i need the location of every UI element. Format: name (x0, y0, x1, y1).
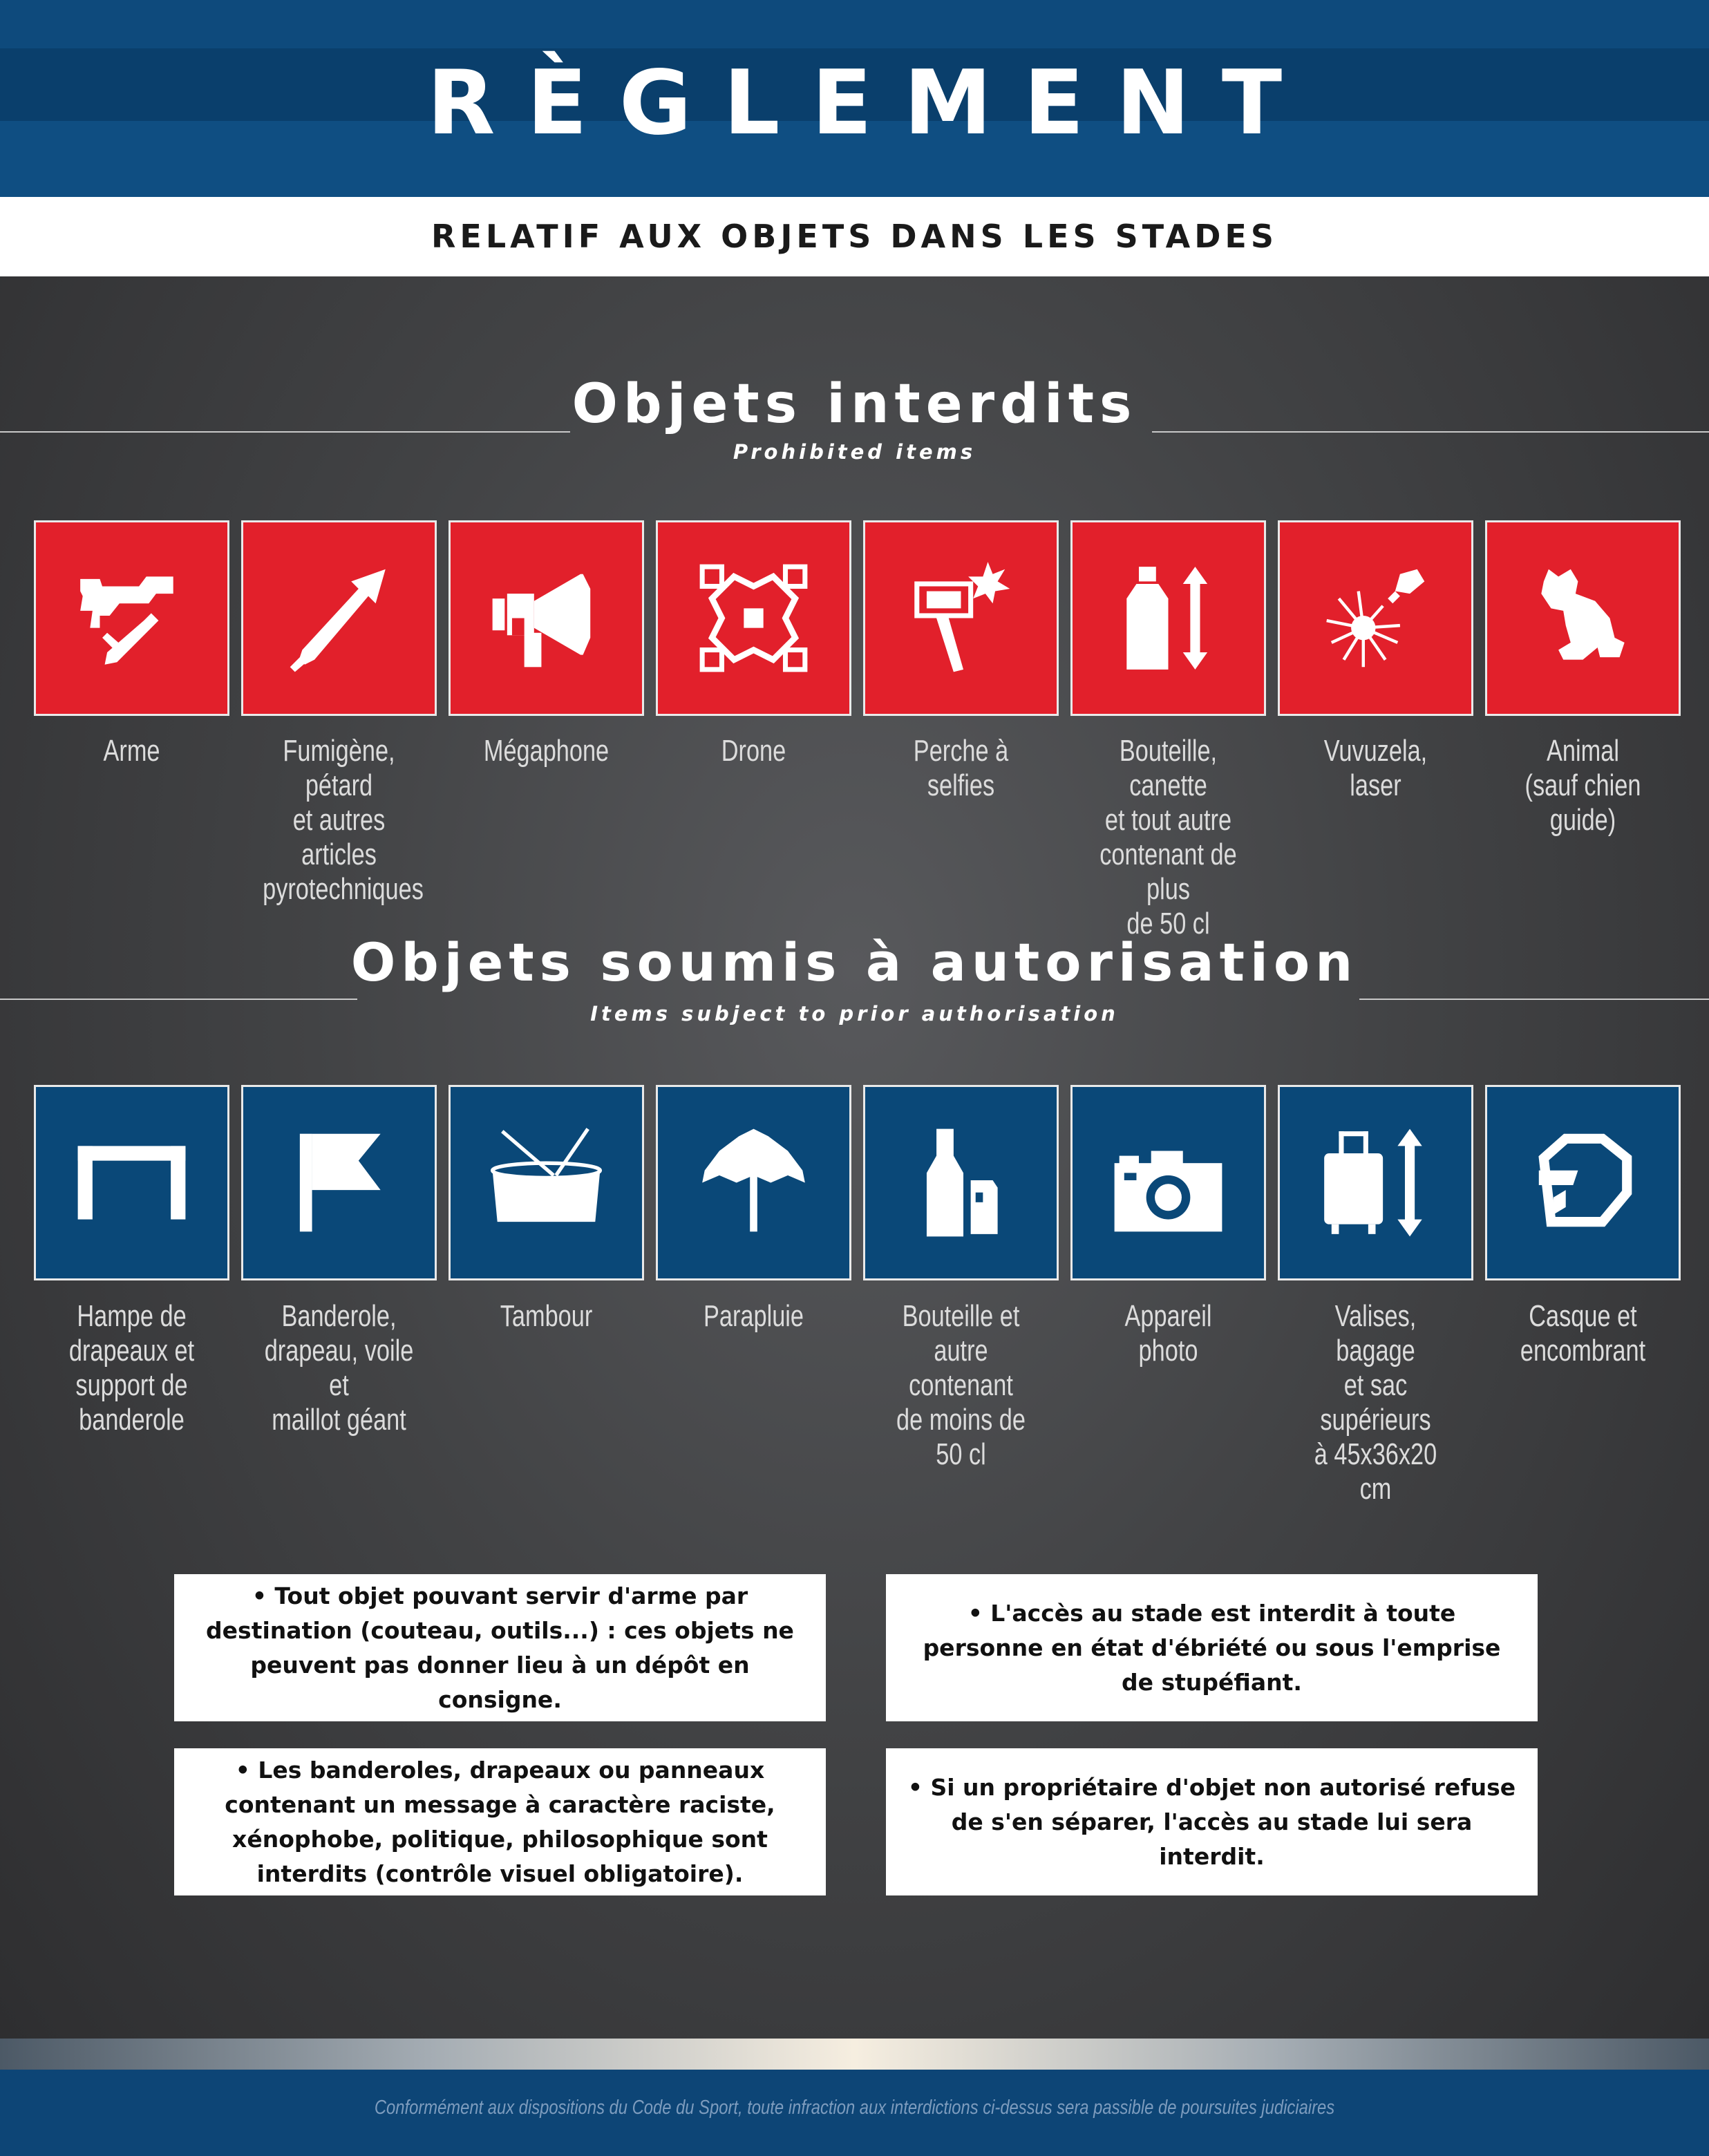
prohibited-title: Objets interdits (572, 373, 1137, 435)
tile-drone (656, 520, 851, 716)
prohibited-subtitle: Prohibited items (733, 440, 976, 464)
note-intoxication: • L'accès au stade est interdit à toute personne en état d'ébriété ou sous l'emprise de stupéfiant. (886, 1574, 1538, 1721)
label-megaphone: Mégaphone (483, 734, 610, 768)
authorised-subtitle: Items subject to prior authorisation (590, 1002, 1119, 1025)
page-subtitle: RELATIF AUX OBJETS DANS LES STADES (431, 218, 1278, 255)
label-flag: Banderole, drapeau, voile et maillot géant (264, 1299, 414, 1437)
banner-stand-icon (70, 1122, 193, 1244)
tile-animal (1485, 520, 1681, 716)
tile-flag (241, 1085, 437, 1280)
label-drum: Tambour (500, 1299, 593, 1333)
tile-selfie-stick (863, 520, 1059, 716)
label-banner-stand: Hampe de drapeaux et support de banderole (68, 1299, 195, 1437)
flag-icon (278, 1122, 400, 1244)
tile-helmet (1485, 1085, 1681, 1280)
label-suitcase: Valises, bagage et sac supérieurs à 45x36x20 cm (1314, 1299, 1437, 1506)
label-umbrella: Parapluie (703, 1299, 804, 1333)
tile-banner-stand (34, 1085, 229, 1280)
tile-drum (449, 1085, 644, 1280)
helmet-icon (1522, 1122, 1644, 1244)
tile-suitcase (1278, 1085, 1473, 1280)
tile-flare (241, 520, 437, 716)
label-camera: Appareil photo (1124, 1299, 1212, 1368)
tile-megaphone (449, 520, 644, 716)
bottle-small-icon (900, 1122, 1022, 1244)
note-weapon-by-destination: • Tout objet pouvant servir d'arme par destination (couteau, outils...) : ces objets ne peuvent pas donner lieu à un dépôt en consigne. (174, 1574, 826, 1721)
note-banners-messages: • Les banderoles, drapeaux ou panneaux contenant un message à caractère raciste, xénophobe, politique, philosophique sont interdits (contrôle visuel obligatoire). (174, 1748, 826, 1895)
weapon-icon (70, 557, 193, 679)
label-laser: Vuvuzela, laser (1323, 734, 1428, 802)
label-bottle-large: Bouteille, canette et tout autre contenant de plus de 50 cl (1099, 734, 1237, 940)
megaphone-icon (485, 557, 607, 679)
tile-laser (1278, 520, 1473, 716)
page-title: RÈGLEMENT (426, 52, 1314, 155)
authorised-title: Objets soumis à autorisation (350, 932, 1359, 993)
label-weapon: Arme (103, 734, 160, 768)
suitcase-icon (1314, 1122, 1437, 1244)
umbrella-icon (692, 1122, 815, 1244)
label-bottle-small: Bouteille et autre contenant de moins de 50 cl (896, 1299, 1026, 1471)
drum-icon (485, 1122, 607, 1244)
animal-icon (1522, 557, 1644, 679)
camera-icon (1107, 1122, 1229, 1244)
tile-camera (1070, 1085, 1266, 1280)
label-helmet: Casque et encombrant (1520, 1299, 1646, 1368)
selfie-stick-icon (900, 557, 1022, 679)
flare-icon (278, 557, 400, 679)
tile-umbrella (656, 1085, 851, 1280)
tile-bottle-small (863, 1085, 1059, 1280)
footer-legal-text: Conformément aux dispositions du Code du Sport, toute infraction aux interdictions ci-dessus sera passible de poursuites judiciaires (374, 2097, 1335, 2119)
tile-bottle-large (1070, 520, 1266, 716)
bottle-large-icon (1107, 557, 1229, 679)
label-drone: Drone (721, 734, 786, 768)
footer-metal-stripe (0, 2039, 1709, 2070)
laser-icon (1314, 557, 1437, 679)
note-refusal: • Si un propriétaire d'objet non autorisé refuse de s'en séparer, l'accès au stade lui sera interdit. (886, 1748, 1538, 1895)
label-flare: Fumigène, pétard et autres articles pyrotechniques (263, 734, 424, 906)
drone-icon (692, 557, 815, 679)
label-animal: Animal (sauf chien guide) (1524, 734, 1641, 837)
label-selfie-stick: Perche à selfies (913, 734, 1009, 802)
tile-weapon (34, 520, 229, 716)
